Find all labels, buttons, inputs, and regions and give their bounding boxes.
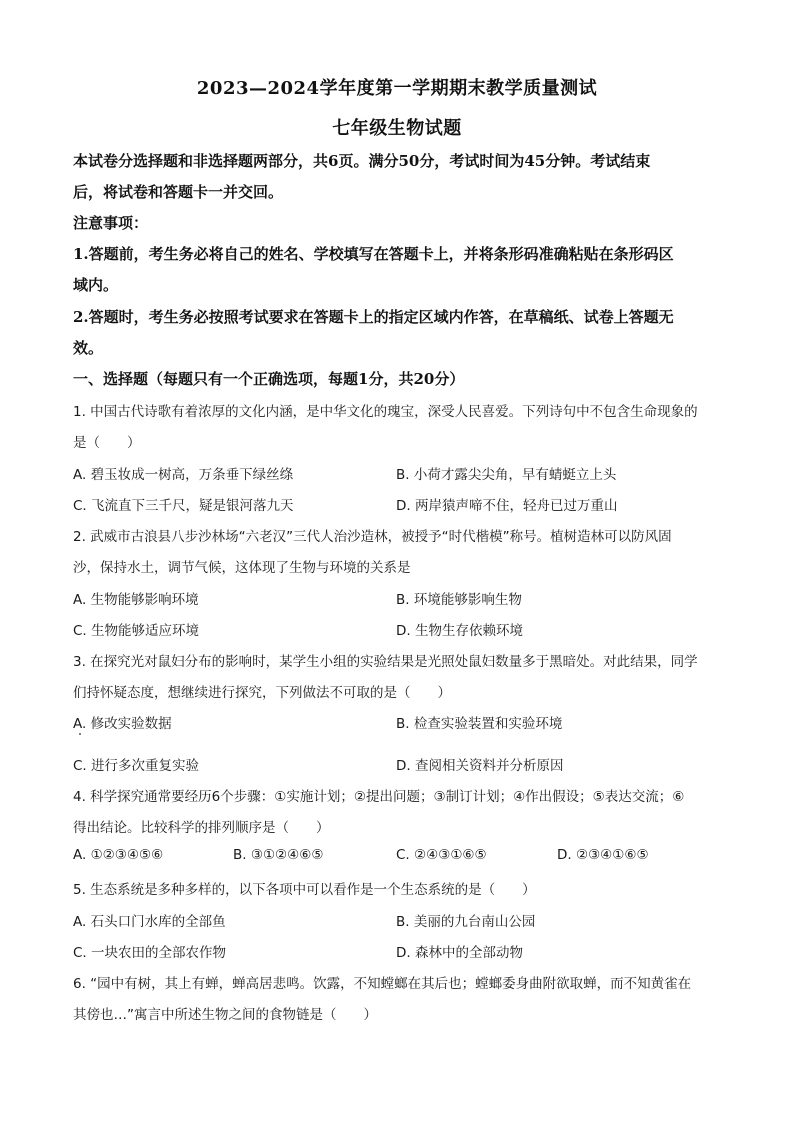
question-6-stem-line-2: 其傍也…”寓言中所述生物之间的食物链是（ ）: [73, 1007, 377, 1023]
notice-item-1-line-2: 域内。: [73, 276, 119, 294]
question-5-option-a: A. 石头口门水库的全部鱼: [73, 914, 226, 930]
question-1-option-d: D. 两岸猿声啼不住，轻舟已过万重山: [396, 498, 618, 514]
scan-speck: [79, 733, 81, 735]
question-1-option-b: B. 小荷才露尖尖角，早有蜻蜓立上头: [396, 467, 617, 483]
exam-subtitle: 七年级生物试题: [332, 118, 462, 139]
question-2-option-b: B. 环境能够影响生物: [396, 592, 522, 608]
question-5-option-b: B. 美丽的九台南山公园: [396, 914, 536, 930]
question-3-option-b: B. 检查实验装置和实验环境: [396, 716, 563, 732]
question-3-stem-line-1: 3. 在探究光对鼠妇分布的影响时，某学生小组的实验结果是光照处鼠妇数量多于黑暗处。对此结果，同学: [73, 654, 698, 670]
question-5-option-c: C. 一块农田的全部农作物: [73, 945, 227, 961]
question-4-option-a: A. ①②③④⑤⑥: [73, 847, 164, 863]
question-2-option-c: C. 生物能够适应环境: [73, 623, 200, 639]
question-3-option-a: A. 修改实验数据: [73, 716, 172, 732]
exam-title: 2023—2024学年度第一学期期末教学质量测试: [196, 78, 598, 99]
question-2-stem-line-1: 2. 武威市古浪县八步沙林场“六老汉”三代人治沙造林，被授予“时代楷模”称号。植树造林可以防风固: [73, 529, 672, 545]
question-3-option-c: C. 进行多次重复实验: [73, 758, 200, 774]
intro-line-1: 本试卷分选择题和非选择题两部分，共6页。满分50分，考试时间为45分钟。考试结束: [73, 152, 651, 170]
question-4-option-c: C. ②④③①⑥⑤: [396, 847, 487, 863]
question-5-stem-line-1: 5. 生态系统是多种多样的，以下各项中可以看作是一个生态系统的是（ ）: [73, 882, 536, 898]
question-3-option-d: D. 查阅相关资料并分析原因: [396, 758, 564, 774]
question-2-option-d: D. 生物生存依赖环境: [396, 623, 523, 639]
question-1-stem-line-2: 是（ ）: [73, 435, 141, 451]
intro-line-2: 后，将试卷和答题卡一并交回。: [73, 183, 284, 201]
question-4-option-b: B. ③①②④⑥⑤: [233, 847, 324, 863]
question-4-stem-line-2: 得出结论。比较科学的排列顺序是（ ）: [73, 820, 330, 836]
notice-heading: 注意事项：: [73, 214, 149, 232]
section-1-heading: 一、选择题（每题只有一个正确选项，每题1分，共20分）: [73, 370, 465, 388]
question-4-stem-line-1: 4. 科学探究通常要经历6个步骤：①实施计划；②提出问题；③制订计划；④作出假设；⑤表达交流；⑥: [73, 789, 685, 805]
question-2-option-a: A. 生物能够影响环境: [73, 592, 199, 608]
question-4-option-d: D. ②③④①⑥⑤: [557, 847, 649, 863]
question-1-option-a: A. 碧玉妆成一树高，万条垂下绿丝绦: [73, 467, 294, 483]
notice-item-2-line-1: 2.答题时，考生务必按照考试要求在答题卡上的指定区域内作答，在草稿纸、试卷上答题无: [73, 308, 674, 326]
notice-item-1-line-1: 1.答题前，考生务必将自己的姓名、学校填写在答题卡上，并将条形码准确粘贴在条形码区: [73, 245, 674, 263]
question-6-stem-line-1: 6. “园中有树，其上有蝉，蝉高居悲鸣。饮露，不知螳螂在其后也；螳螂委身曲附欲取蝉，而不知黄雀在: [73, 976, 692, 992]
question-3-stem-line-2: 们持怀疑态度，想继续进行探究，下列做法不可取的是（ ）: [73, 685, 451, 701]
question-1-stem-line-1: 1. 中国古代诗歌有着浓厚的文化内涵，是中华文化的瑰宝，深受人民喜爱。下列诗句中不包含生命现象的: [73, 404, 698, 420]
notice-item-2-line-2: 效。: [73, 339, 104, 357]
question-2-stem-line-2: 沙，保持水土，调节气候，这体现了生物与环境的关系是: [73, 560, 411, 576]
question-1-option-c: C. 飞流直下三千尺，疑是银河落九天: [73, 498, 294, 514]
question-5-option-d: D. 森林中的全部动物: [396, 945, 523, 961]
